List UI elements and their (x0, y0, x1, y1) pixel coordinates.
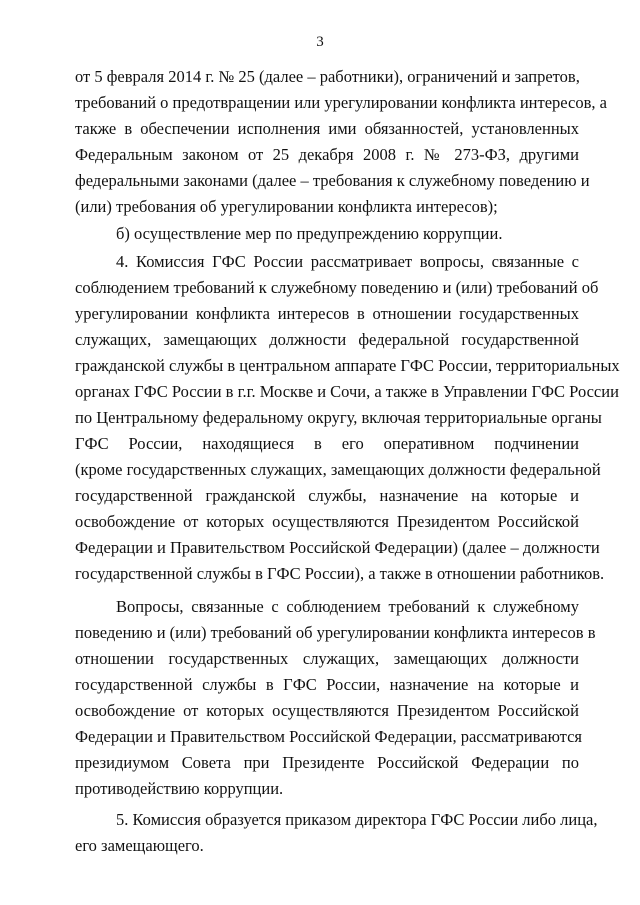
text-line: (или) требования об урегулировании конфликта интересов); (75, 197, 498, 216)
text-line: поведению и (или) требований об урегулировании конфликта интересов в (75, 623, 596, 642)
text-line: 5. Комиссия образуется приказом директора ГФС России либо лица, (116, 810, 598, 829)
text-line: федеральными законами (далее – требования к служебному поведению и (75, 171, 590, 190)
text-line: Федеральным законом от 25 декабря 2008 г. № 273-ФЗ, другими (75, 145, 579, 164)
text-line: служащих, замещающих должности федеральной государственной (75, 330, 579, 349)
text-line: противодействию коррупции. (75, 779, 284, 798)
text-line: от 5 февраля 2014 г. № 25 (далее – работники), ограничений и запретов, (75, 67, 580, 86)
text-line: государственной службы в ГФС России), а также в отношении работников. (75, 564, 605, 583)
page-number: 3 (316, 34, 324, 50)
text-line: его замещающего. (75, 836, 204, 855)
text-line: 4. Комиссия ГФС России рассматривает вопросы, связанные с (116, 252, 579, 271)
text-line: (кроме государственных служащих, замещающих должности федеральной (75, 460, 601, 479)
text-line: по Центральному федеральному округу, включая территориальные органы (75, 408, 602, 427)
text-line: освобождение от которых осуществляются Президентом Российской (75, 701, 579, 720)
text-line: государственной службы в ГФС России, назначение на которые и (75, 675, 579, 694)
text-line: президиумом Совета при Президенте Российской Федерации по (75, 753, 579, 772)
text-line: гражданской службы в центральном аппарате ГФС России, территориальных (75, 356, 620, 375)
text-line: органах ГФС России в г.г. Москве и Сочи, а также в Управлении ГФС России (75, 382, 619, 401)
text-line: требований о предотвращении или урегулировании конфликта интересов, а (75, 93, 607, 112)
text-line: Федерации и Правительством Российской Федерации, рассматриваются (75, 727, 583, 746)
text-line: Вопросы, связанные с соблюдением требований к служебному (116, 597, 579, 616)
text-line: государственной гражданской службы, назначение на которые и (75, 486, 579, 505)
text-line: также в обеспечении исполнения ими обязанностей, установленных (75, 119, 579, 138)
text-line: освобождение от которых осуществляются Президентом Российской (75, 512, 579, 531)
text-line: ГФС России, находящиеся в его оперативном подчинении (75, 434, 579, 453)
text-line: отношении государственных служащих, замещающих должности (75, 649, 579, 668)
text-line: урегулировании конфликта интересов в отношении государственных (75, 304, 579, 323)
text-line: б) осуществление мер по предупреждению коррупции. (116, 224, 503, 243)
text-line: Федерации и Правительством Российской Федерации) (далее – должности (75, 538, 600, 557)
text-line: соблюдением требований к служебному поведению и (или) требований об (75, 278, 599, 297)
